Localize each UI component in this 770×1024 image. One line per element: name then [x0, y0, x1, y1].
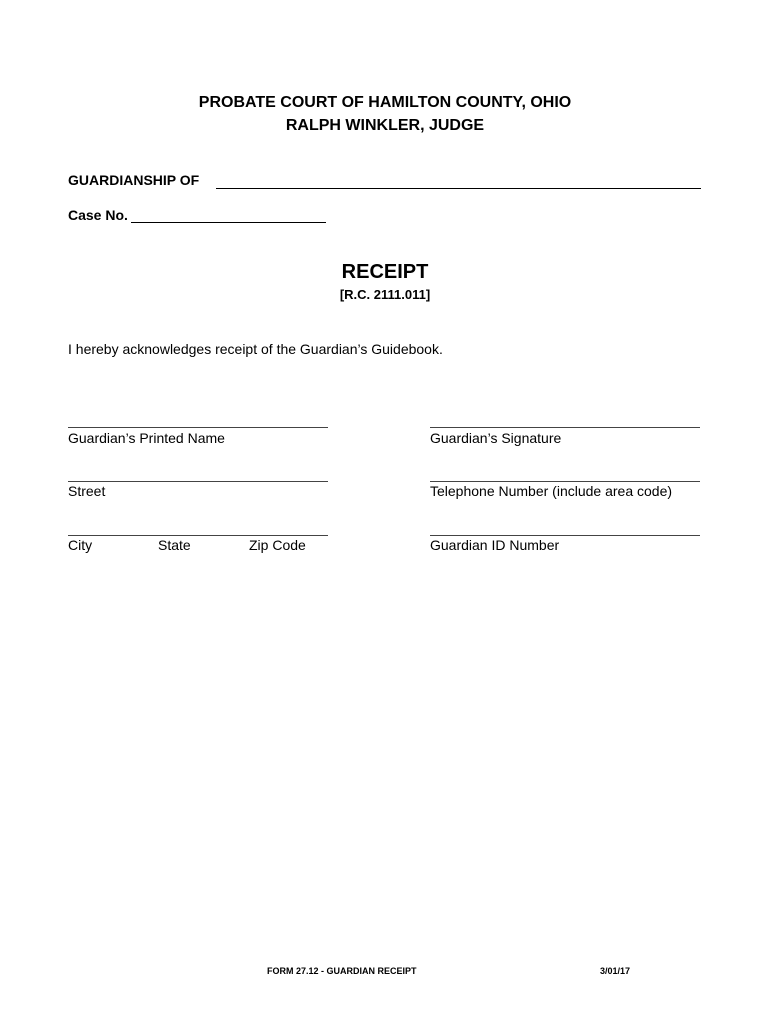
guardian-id-line[interactable]: [430, 535, 700, 536]
printed-name-line[interactable]: [68, 427, 328, 428]
printed-name-label: Guardian’s Printed Name: [68, 430, 225, 446]
form-number: FORM 27.12 - GUARDIAN RECEIPT: [267, 966, 417, 976]
guardianship-field[interactable]: [216, 188, 701, 189]
acknowledgement-text: I hereby acknowledges receipt of the Guardian’s Guidebook.: [68, 341, 443, 357]
zip-label: Zip Code: [249, 537, 306, 553]
telephone-line[interactable]: [430, 481, 700, 482]
street-line[interactable]: [68, 481, 328, 482]
case-no-field[interactable]: [131, 222, 326, 223]
form-date: 3/01/17: [600, 966, 631, 976]
telephone-label: Telephone Number (include area code): [430, 483, 673, 499]
judge-name: RALPH WINKLER, JUDGE: [285, 117, 485, 134]
city-label: City: [68, 537, 93, 553]
guardian-id-label: Guardian ID Number: [430, 537, 560, 553]
signature-label: Guardian’s Signature: [430, 430, 562, 446]
court-name: PROBATE COURT OF HAMILTON COUNTY, OHIO: [198, 94, 572, 111]
state-label: State: [158, 537, 191, 553]
receipt-title: RECEIPT: [341, 261, 429, 283]
guardianship-label: GUARDIANSHIP OF: [68, 172, 200, 188]
case-no-label: Case No.: [68, 207, 128, 223]
address-line[interactable]: [68, 535, 328, 536]
statute-citation: [R.C. 2111.011]: [339, 287, 431, 302]
street-label: Street: [68, 483, 106, 499]
signature-line[interactable]: [430, 427, 700, 428]
